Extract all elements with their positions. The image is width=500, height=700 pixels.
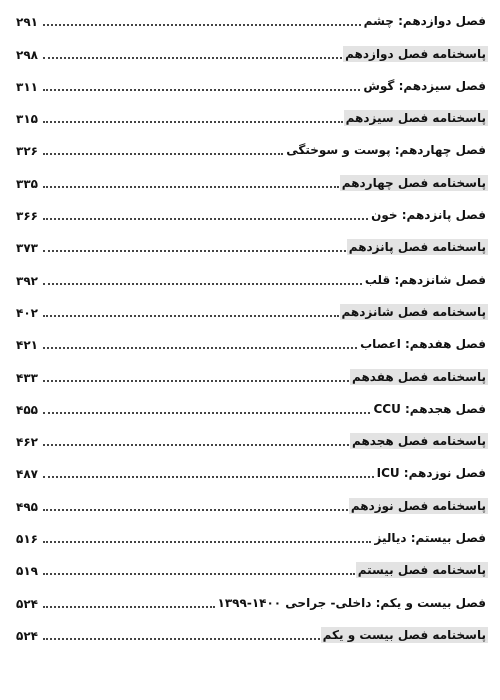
table-of-contents [16,4,488,650]
toc-page-number: ۴۳۳ [16,370,38,385]
dot-leader [43,89,360,91]
dot-leader [43,186,339,188]
toc-row-6[interactable] [16,198,488,230]
toc-row-10[interactable] [16,327,488,359]
toc-row-5[interactable] [16,165,488,197]
toc-entry-title: فصل هفدهم: اعصاب [360,337,486,352]
toc-entry-title: فصل پانزدهم: خون [371,208,486,223]
dot-leader [43,638,320,640]
dot-leader [43,283,362,285]
dot-leader [43,606,215,608]
toc-entry-title: فصل دوازدهم: چشم [363,14,486,29]
toc-entry-title: پاسخنامه فصل پانزدهم [348,240,486,255]
toc-row-2[interactable] [16,69,488,101]
dot-leader [43,153,283,155]
toc-page-number: ۵۲۴ [16,596,38,611]
toc-entry-title: پاسخنامه فصل بیست و یکم [322,627,486,642]
dot-leader [43,218,368,220]
toc-page-number: ۲۹۱ [16,15,38,30]
toc-row-18[interactable] [16,585,488,617]
toc-row-3[interactable] [16,101,488,133]
toc-row-13[interactable] [16,424,488,456]
toc-entry-title: پاسخنامه فصل چهاردهم [341,175,486,190]
toc-page-number: ۴۰۲ [16,305,38,320]
toc-page-number: ۳۹۲ [16,273,38,288]
toc-page-number: ۴۹۵ [16,499,38,514]
dot-leader [43,57,342,59]
toc-row-14[interactable] [16,456,488,488]
toc-page-number: ۳۱۵ [16,112,38,127]
toc-row-1[interactable] [16,36,488,68]
toc-entry-title: پاسخنامه فصل بیستم [357,563,486,578]
toc-page-number: ۳۲۶ [16,144,38,159]
toc-page-number: ۴۵۵ [16,402,38,417]
toc-entry-title: پاسخنامه فصل هفدهم [352,369,486,384]
dot-leader [43,573,355,575]
toc-row-16[interactable] [16,521,488,553]
toc-row-11[interactable] [16,359,488,391]
toc-entry-title: فصل بیست و یکم: داخلی- جراحی ۱۴۰۰-۱۳۹۹ [217,595,486,610]
toc-page-number: ۴۲۱ [16,338,38,353]
toc-page-number: ۵۱۹ [16,564,38,579]
toc-row-8[interactable] [16,262,488,294]
toc-entry-title: پاسخنامه فصل شانزدهم [341,304,486,319]
toc-page-number: ۳۶۶ [16,209,38,224]
toc-entry-title: پاسخنامه فصل نوزدهم [350,498,486,513]
toc-page-number: ۴۸۷ [16,467,38,482]
toc-row-19[interactable] [16,618,488,650]
toc-page-number: ۳۳۵ [16,176,38,191]
toc-entry-title: پاسخنامه فصل سیزدهم [345,111,486,126]
toc-entry-title: پاسخنامه فصل دوازدهم [345,46,486,61]
toc-row-0[interactable] [16,4,488,36]
toc-row-15[interactable] [16,488,488,520]
dot-leader [43,347,357,349]
toc-page-number: ۵۱۶ [16,532,38,547]
dot-leader [43,24,361,26]
toc-entry-title: فصل بیستم: دیالیز [374,531,486,546]
dot-leader [43,541,371,543]
dot-leader [43,509,348,511]
toc-entry-title: فصل سیزدهم: گوش [363,78,486,93]
toc-row-4[interactable] [16,133,488,165]
toc-entry-title: پاسخنامه فصل هجدهم [352,434,486,449]
dot-leader [43,121,343,123]
toc-page-number: ۵۲۴ [16,628,38,643]
toc-entry-title: فصل هجدهم: CCU [373,401,486,416]
dot-leader [43,476,374,478]
toc-page-number: ۲۹۸ [16,47,38,62]
toc-row-7[interactable] [16,230,488,262]
dot-leader [43,412,370,414]
dot-leader [43,315,339,317]
toc-entry-title: فصل چهاردهم: پوست و سوختگی [286,143,486,158]
dot-leader [43,380,349,382]
toc-row-12[interactable] [16,392,488,424]
dot-leader [43,250,346,252]
dot-leader [43,444,349,446]
toc-entry-title: فصل شانزدهم: قلب [364,272,486,287]
toc-page-number: ۳۷۳ [16,241,38,256]
toc-entry-title: فصل نوزدهم: ICU [376,466,486,481]
toc-page-number: ۴۶۲ [16,435,38,450]
toc-page-number: ۳۱۱ [16,79,38,94]
toc-row-17[interactable] [16,553,488,585]
toc-row-9[interactable] [16,295,488,327]
